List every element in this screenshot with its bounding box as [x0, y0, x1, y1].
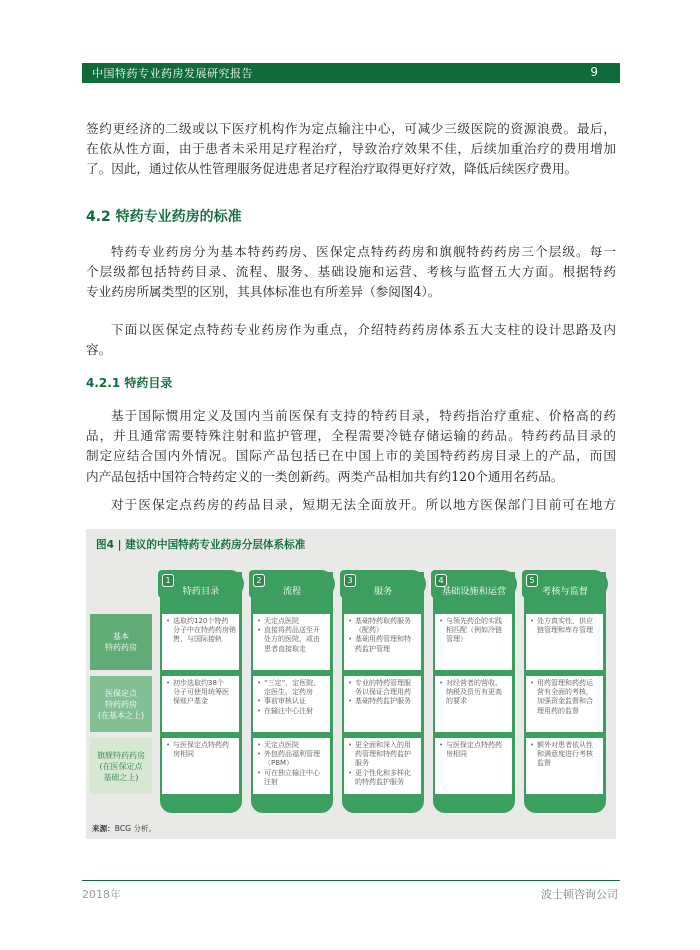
bullet-line: • “三定”，定医院、: [264, 679, 321, 687]
pillar-number: 2: [253, 574, 265, 587]
bullet-line: • 额外对患者依从性: [537, 741, 593, 749]
bullet-line: 管理）: [446, 635, 467, 644]
pillar-header: [340, 570, 426, 598]
paragraph-standard: [86, 242, 616, 303]
pillar-header: [431, 570, 517, 598]
tier-label-line: 医保定点: [105, 688, 137, 698]
bullet-item: [256, 626, 327, 654]
bullet-line: （配药）: [355, 626, 383, 635]
bullet-line: 患者直接取走: [264, 644, 306, 653]
bullet-item: [438, 679, 509, 707]
tier-label: [90, 676, 152, 732]
footer-divider: [82, 880, 620, 881]
paragraph-catalog: [86, 406, 616, 487]
paragraph-focus: [86, 320, 616, 360]
standard-cell: [435, 614, 512, 670]
pillar-number: 3: [344, 574, 356, 587]
bullet-line: • 基础特药监护服务: [355, 697, 411, 706]
bullet-line: • 与医保定点特药药: [446, 741, 502, 749]
pillar-number: 4: [435, 574, 447, 587]
bullet-line: • 事前审核认证: [264, 697, 306, 706]
tier-label-line: (在医保定点: [99, 761, 143, 771]
standard-cell: [253, 614, 330, 670]
standard-cell: [344, 738, 421, 794]
bullet-line: 分子中在特药药房销: [173, 626, 236, 635]
report-title: 中国特药专业药房发展研究报告: [92, 67, 253, 80]
bullet-item: [347, 741, 418, 769]
text-line: 下面以医保定点特药专业药房作为重点，介绍特药药房体系五大支柱的设计思路及内: [111, 322, 616, 337]
text-line: 内产品包括中国符合特药定义的一类创新药。两类产品相加共有约120个通用名药品。: [86, 468, 564, 484]
standard-cell: [344, 676, 421, 732]
text-line: 在依从性方面，由于患者未采用足疗程治疗，导致治疗效果不佳，后续加重治疗的费用增加: [86, 141, 616, 157]
bullet-item: [529, 741, 600, 769]
text-line: 制定应结合国内外情况。国际产品包括已在中国上市的美国特药药房目录上的产品，而国: [86, 448, 616, 464]
bullet-line: 药监护管理: [355, 644, 390, 653]
standard-cell: [344, 614, 421, 670]
pillar-header: [158, 570, 244, 598]
bullet-line: • 外包药品福利管理: [264, 750, 320, 759]
standard-cell: [162, 738, 239, 794]
bullet-item: [438, 617, 509, 645]
standard-cell: [435, 676, 512, 732]
text-line: 容。: [86, 342, 112, 358]
bullet-line: 保账户基金: [173, 697, 208, 706]
pillar-header: [522, 570, 608, 598]
pillar-label: 基础设施和运营: [441, 586, 507, 597]
bullet-line: 售，与国际接轨: [173, 635, 222, 644]
bullet-item: [347, 635, 418, 653]
bullet-item: [256, 697, 327, 706]
bullet-line: • 基础用药管理和特: [355, 635, 411, 644]
bullet-line: 营有全面的考核，: [537, 688, 593, 697]
standard-cell: [162, 676, 239, 732]
bullet-line: • 无定点医院: [264, 617, 299, 625]
bullet-line: 务以保证合理用药: [355, 688, 411, 697]
bullet-item: [165, 617, 236, 645]
text-line: 特药专业药房分为基本特药药房、医保定点特药药房和旗舰特药药房三个层级。每一: [111, 244, 616, 259]
bullet-line: 服务: [355, 759, 369, 768]
pillar-label: 考核与监督: [542, 586, 588, 597]
bullet-line: 监督: [537, 759, 551, 768]
bullet-line: • 更个性化和多样化: [355, 768, 411, 777]
bullet-item: [256, 769, 327, 787]
bullet-line: 处方的医院，或由: [264, 635, 320, 644]
bullet-line: 分子可使用统筹医: [173, 688, 229, 697]
pillar-number: 1: [162, 574, 174, 587]
paragraph-partial: [86, 495, 616, 515]
header-bar: [82, 63, 620, 83]
text-line: 个层级都包括特药目录、流程、服务、基础设施和运营、考核与监督五大方面。根据特药: [86, 264, 616, 280]
pillar-label: 特药目录: [182, 586, 220, 597]
bullet-line: 注射: [264, 777, 278, 786]
tier-label: [90, 614, 152, 670]
bullet-line: • 直接将药品送至开: [264, 626, 320, 635]
text-line: 签约更经济的二级或以下医疗机构作为定点输注中心，可减少三级医院的资源浪费。最后，: [86, 121, 616, 136]
bullet-item: [256, 741, 327, 750]
bullet-line: 相匹配（例如冷链: [446, 626, 502, 635]
bullet-line: （PBM）: [264, 759, 294, 768]
source-text: BCG 分析。: [114, 824, 157, 833]
bullet-line: • 专业的特药管理服: [355, 679, 411, 687]
page-number: 9: [590, 65, 598, 79]
bullet-item: [256, 707, 327, 716]
bullet-item: [256, 679, 327, 697]
text-line: 专业药房所属类型的区别，其具体标准也有所差异（参阅图4）。: [86, 284, 441, 300]
bullet-item: [256, 750, 327, 768]
bullet-item: [165, 741, 236, 759]
bullet-item: [165, 679, 236, 707]
bullet-item: [347, 679, 418, 697]
bullet-line: 纳税及资历有更高: [446, 688, 502, 697]
standard-cell: [526, 738, 603, 794]
bullet-line: 药管理和特药监护: [355, 750, 411, 759]
bullet-line: • 可在独立输注中心: [264, 768, 320, 777]
text-line: 基于国际惯用定义及国内当前医保有支持的特药目录，特药指治疗重症、价格高的药: [111, 408, 616, 423]
bullet-line: • 无定点医院: [264, 741, 299, 749]
text-line: 对于医保定点药房的药品目录，短期无法全面放开。所以地方医保部门目前可在地方: [111, 497, 616, 512]
tier-label-line: 特药药房: [105, 643, 137, 652]
bullet-line: • 用药管理和药药运: [537, 679, 593, 687]
footer-year: 2018年: [82, 888, 121, 901]
pillar-label: 流程: [282, 586, 302, 597]
bullet-line: 房相同: [446, 750, 467, 759]
subsection-heading: 4.2.1 特药目录: [86, 376, 173, 390]
tier-label-line: 旗舰特药药房: [97, 750, 145, 760]
pillar-number: 5: [526, 574, 538, 587]
bullet-line: 和满意度进行考核: [537, 750, 593, 759]
footer-company: 波士顿咨询公司: [541, 888, 618, 901]
bullet-line: • 处方真实性、供应: [537, 617, 593, 625]
bullet-item: [347, 697, 418, 706]
standard-cell: [162, 614, 239, 670]
bullet-line: • 选取约120个特药: [173, 617, 229, 625]
standard-cell: [253, 738, 330, 794]
bullet-line: • 在输注中心注射: [264, 706, 313, 715]
standard-cell: [526, 614, 603, 670]
standard-cell: [435, 738, 512, 794]
tier-label: [90, 738, 152, 794]
text-line: 了。因此，通过依从性管理服务促进患者足疗程治疗取得更好疗效，降低后续医疗费用。: [86, 161, 578, 177]
tier-label-line: 基础之上): [103, 772, 139, 782]
text-line: 品，并且通常需要特殊注射和监护管理，全程需要冷链存储运输的药品。特药药品目录的: [86, 428, 616, 444]
tier-label-line: 基本: [113, 632, 129, 641]
source-label: 来源：: [92, 824, 115, 833]
bullet-line: 定医生、定药房: [264, 688, 313, 697]
figure-4: [86, 529, 616, 839]
bullet-item: [347, 769, 418, 787]
bullet-line: 链管理和库存管理: [537, 626, 593, 635]
bullet-item: [347, 617, 418, 635]
bullet-item: [438, 741, 509, 759]
standard-cell: [253, 676, 330, 732]
bullet-line: 房相同: [173, 750, 194, 759]
section-heading: 4.2 特药专业药房的标准: [86, 209, 242, 225]
bullet-line: 加强资金监督和合: [537, 697, 593, 706]
bullet-line: 的要求: [446, 697, 467, 706]
pillar-header: [249, 570, 335, 598]
tier-label-line: 特药药房: [105, 699, 137, 709]
bullet-line: • 基础特药取药服务: [355, 617, 411, 625]
bullet-item: [529, 679, 600, 716]
bullet-item: [529, 617, 600, 635]
bullet-line: • 更全面和深入的用: [355, 741, 411, 749]
figure-title: 图4 | 建议的中国特药专业药房分层体系标准: [96, 539, 306, 551]
tier-label-line: (在基本之上): [97, 710, 145, 720]
figure-source: [92, 823, 156, 834]
bullet-line: • 对经营者的营收、: [446, 679, 502, 687]
standard-cell: [526, 676, 603, 732]
paragraph-intro: [86, 119, 616, 180]
bullet-line: 理用药的监督: [537, 706, 579, 715]
bullet-item: [256, 617, 327, 626]
bullet-line: • 与领先药企的实践: [446, 617, 502, 625]
bullet-line: • 与医保定点特药药: [173, 741, 229, 749]
pillar-label: 服务: [373, 586, 393, 597]
bullet-line: 的特药监护服务: [355, 777, 404, 786]
bullet-line: • 初步选取约38个: [173, 679, 224, 687]
